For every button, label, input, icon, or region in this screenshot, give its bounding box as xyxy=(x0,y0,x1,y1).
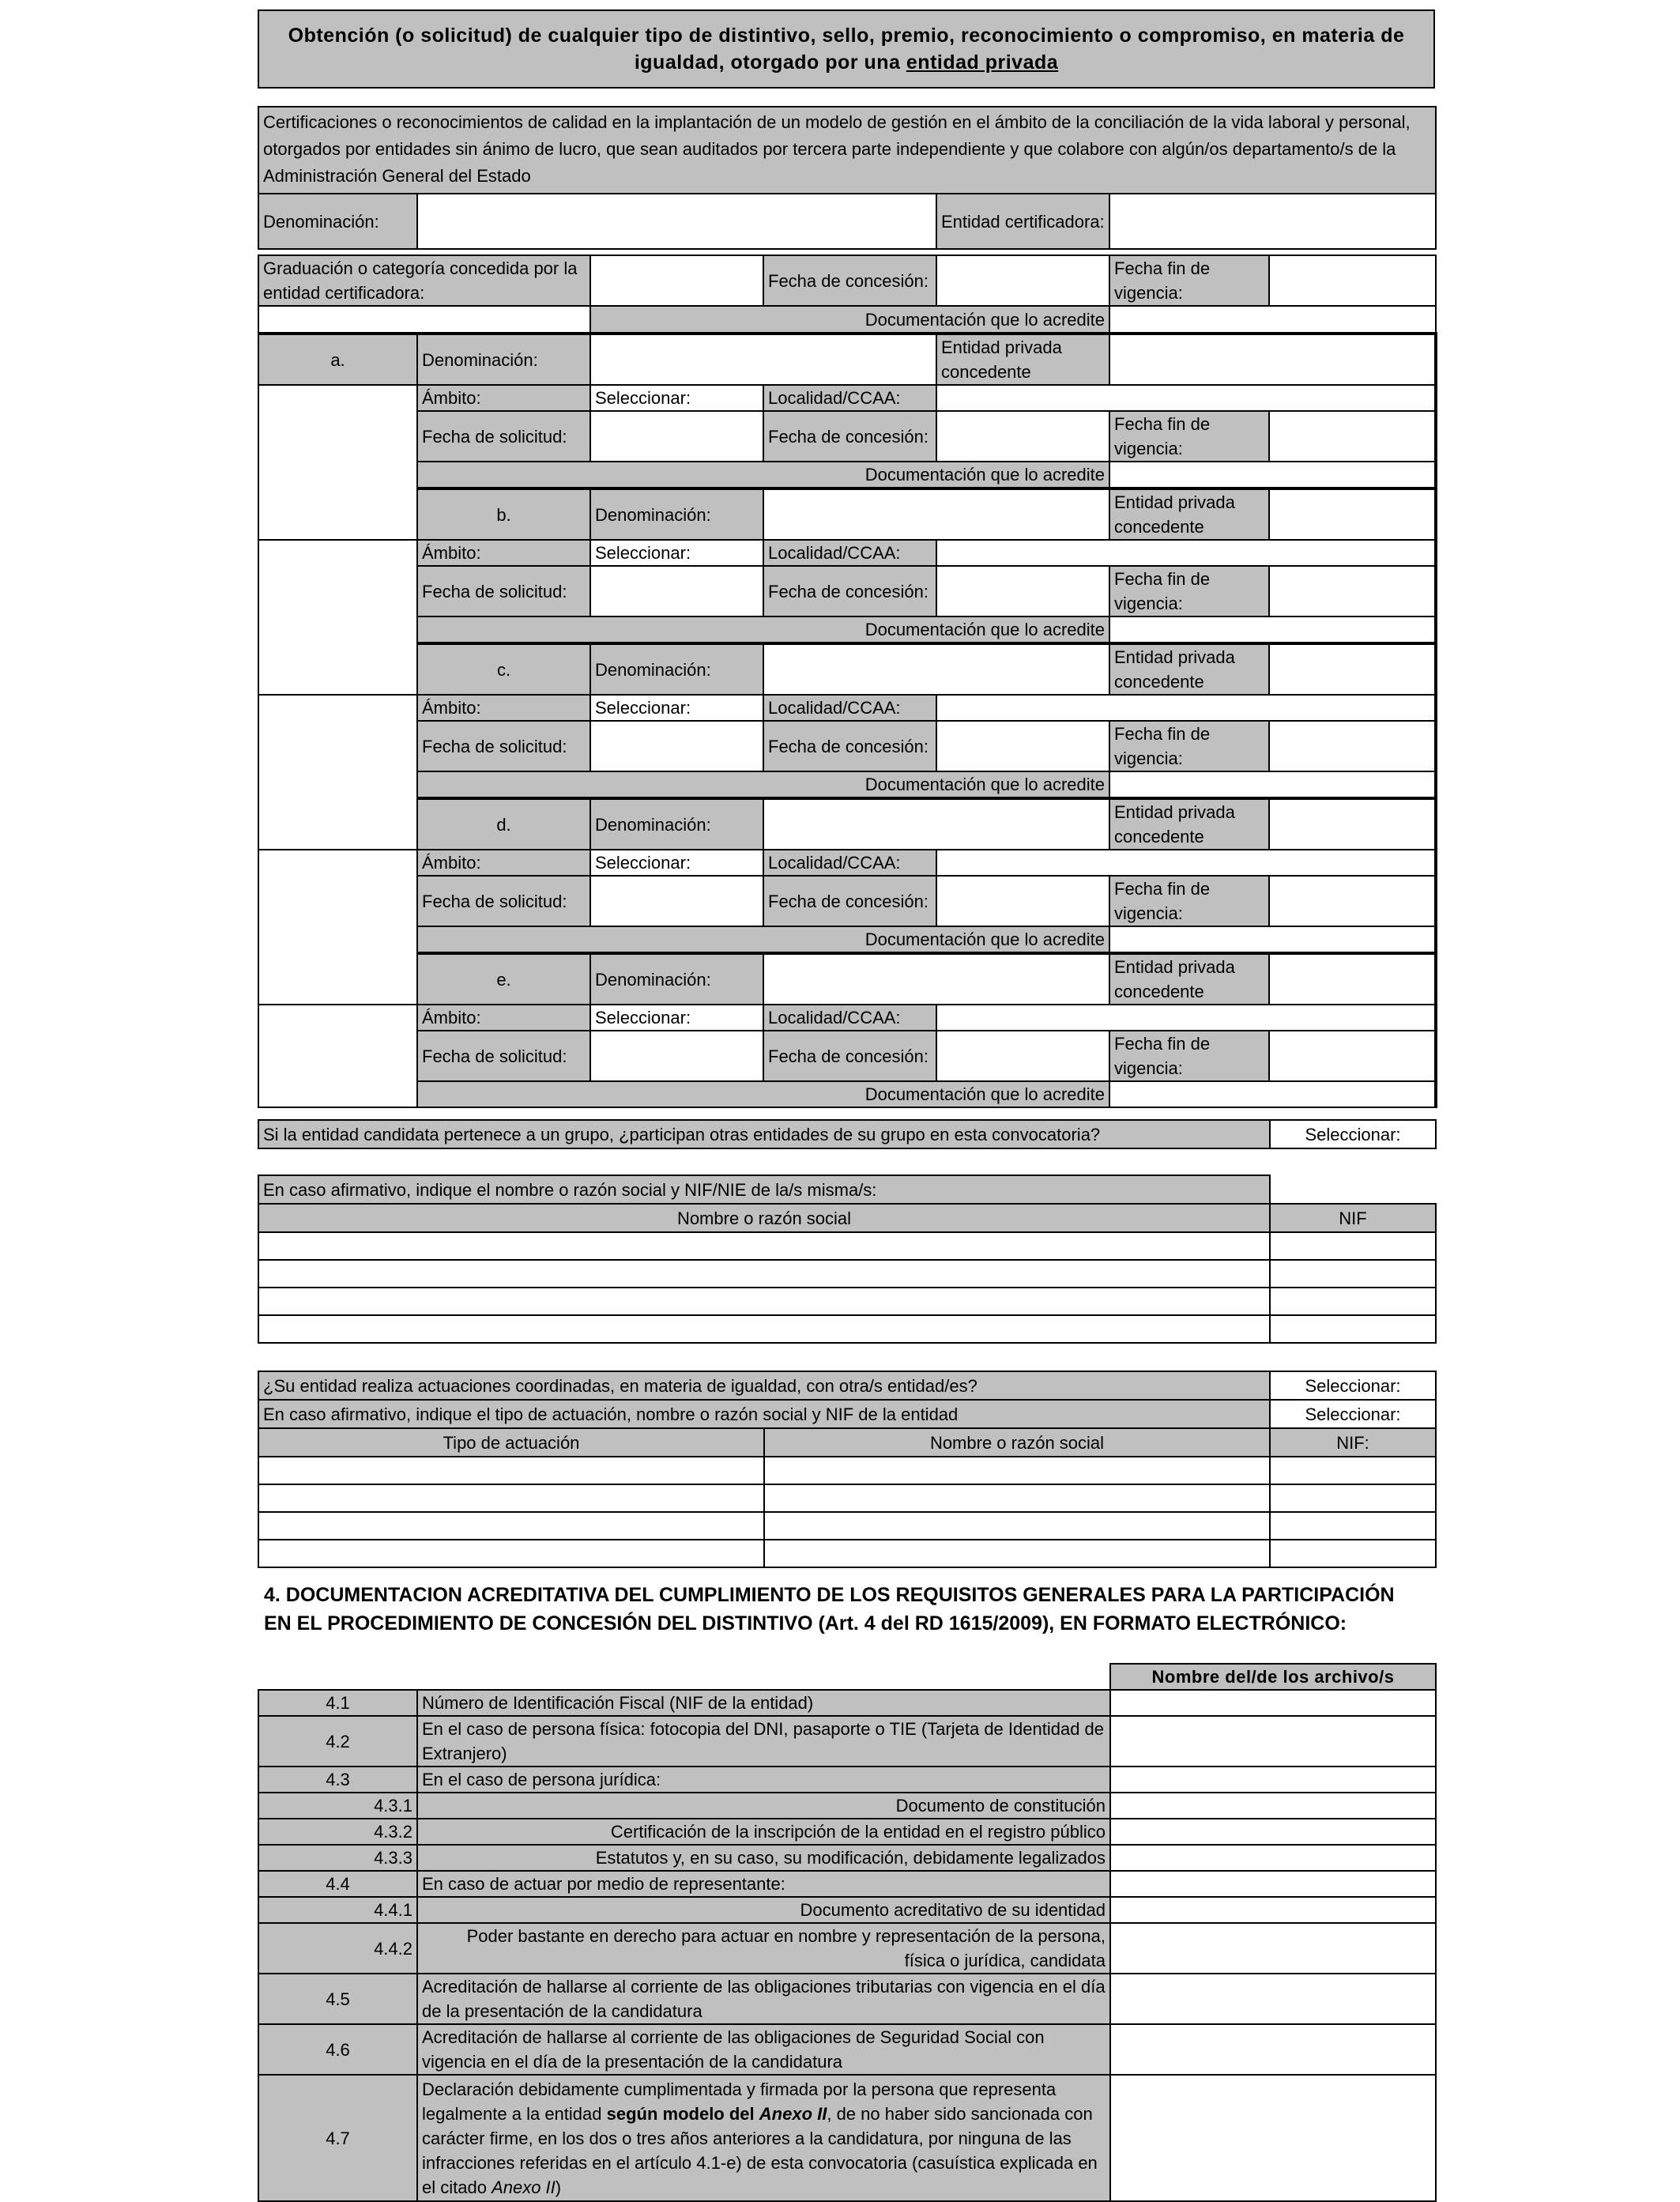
group-nif-cell[interactable] xyxy=(1270,1315,1436,1343)
group-nombre-cell[interactable] xyxy=(258,1315,1270,1343)
entry-entidad-privada-field[interactable] xyxy=(1109,334,1436,385)
entry-fecha-fin-label: Fecha fin de vigencia: xyxy=(1114,569,1211,613)
group-block xyxy=(258,1119,1435,1149)
entry-fecha-concesion-field[interactable] xyxy=(936,1031,1109,1081)
section4-file-field[interactable] xyxy=(1110,1793,1436,1819)
entry-entidad-privada-label: Entidad privada concedente xyxy=(1114,802,1235,846)
entry-fecha-concesion-label: Fecha de concesión: xyxy=(768,891,929,911)
section4-item-number: 4.4 xyxy=(326,1874,350,1894)
entry-fecha-fin-field[interactable] xyxy=(1269,566,1436,616)
entry-fecha-concesion-field[interactable] xyxy=(936,721,1109,771)
coord-nif-cell[interactable] xyxy=(1270,1512,1436,1540)
section4-item-text: Acreditación de hallarse al corriente de las obligaciones de Seguridad Social con vigencia en el día de la presentación de la candidatura xyxy=(422,2027,1045,2072)
entry-letter: e. xyxy=(496,969,511,990)
certification-block xyxy=(258,106,1435,250)
coord-nif-cell[interactable] xyxy=(1270,1457,1436,1484)
entry-fecha-concesion-field[interactable] xyxy=(936,876,1109,926)
section4-file-field[interactable] xyxy=(1110,1716,1436,1767)
section4-item-text: En el caso de persona jurídica: xyxy=(422,1770,661,1789)
documentacion-label: Documentación que lo acredite xyxy=(864,309,1105,330)
item-text-c: Anexo II xyxy=(759,2104,827,2124)
entry-fecha-solicitud-field[interactable] xyxy=(590,566,763,616)
entry-fecha-concesion-field[interactable] xyxy=(936,411,1109,462)
entry-letter: c. xyxy=(496,659,511,680)
entry-fecha-fin-field[interactable] xyxy=(1269,721,1436,771)
entry-denominacion-field[interactable] xyxy=(590,334,936,385)
entry-documentacion-field[interactable] xyxy=(1109,462,1436,488)
denominacion-field[interactable] xyxy=(417,194,936,249)
entry-denominacion-field[interactable] xyxy=(763,488,1109,540)
entries-block xyxy=(258,332,1435,1108)
section4-item-text: Acreditación de hallarse al corriente de las obligaciones tributarias con vigencia en el día de la presentación de la candidatura xyxy=(422,1977,1106,2021)
section4-file-field[interactable] xyxy=(1110,1845,1436,1871)
entry-fecha-concesion-label: Fecha de concesión: xyxy=(768,581,929,601)
item-text-a: Declaración debidamente cumplimentada y firmada por la persona que representa legalmente a la entidad xyxy=(422,2079,1057,2124)
entry-documentacion-label: Documentación que lo acredite xyxy=(864,929,1105,949)
entry-fecha-fin-field[interactable] xyxy=(1269,1031,1436,1081)
entry-fecha-fin-label: Fecha fin de vigencia: xyxy=(1114,724,1211,768)
entry-localidad-field[interactable] xyxy=(936,540,1436,566)
group-col-nombre: Nombre o razón social xyxy=(676,1208,852,1228)
section4-file-field[interactable] xyxy=(1110,1767,1436,1793)
section4-file-field[interactable] xyxy=(1110,1690,1436,1716)
group-nombre-cell[interactable] xyxy=(258,1288,1270,1315)
coord-nombre-cell[interactable] xyxy=(764,1512,1270,1540)
entry-ambito-label: Ámbito: xyxy=(422,543,481,563)
entry-entidad-privada-label: Entidad privada concedente xyxy=(1114,957,1235,1001)
coordinated-block xyxy=(258,1371,1435,1568)
section4-item-text xyxy=(418,2076,1109,2200)
entry-fecha-solicitud-field[interactable] xyxy=(590,411,763,462)
group-nif-cell[interactable] xyxy=(1270,1288,1436,1315)
entry-fecha-fin-field[interactable] xyxy=(1269,876,1436,926)
section4-item-number: 4.2 xyxy=(326,1731,350,1751)
section4-item-number: 4.4.1 xyxy=(374,1900,412,1920)
entry-fecha-concesion-label: Fecha de concesión: xyxy=(768,736,929,756)
entry-fecha-concesion-field[interactable] xyxy=(936,566,1109,616)
section4-item-text: Número de Identificación Fiscal (NIF de la entidad) xyxy=(422,1693,814,1713)
entry-entidad-privada-label: Entidad privada concedente xyxy=(941,337,1062,382)
entry-ambito-select[interactable]: Seleccionar: xyxy=(595,388,691,408)
entry-localidad-field[interactable] xyxy=(936,385,1436,411)
entry-fecha-fin-label: Fecha fin de vigencia: xyxy=(1114,879,1211,923)
section4-block xyxy=(258,1663,1435,2202)
entry-ambito-select[interactable]: Seleccionar: xyxy=(595,853,691,873)
group-members-block xyxy=(258,1175,1435,1344)
entry-denominacion-label: Denominación: xyxy=(595,659,711,680)
entry-ambito-label: Ámbito: xyxy=(422,698,481,718)
entry-fecha-concesion-label: Fecha de concesión: xyxy=(768,426,929,447)
entry-localidad-field[interactable] xyxy=(936,850,1436,876)
entry-localidad-label: Localidad/CCAA: xyxy=(768,1008,901,1027)
coordinated-select-1[interactable]: Seleccionar: xyxy=(1305,1375,1401,1396)
coordinated-affirmative: En caso afirmativo, indique el tipo de actuación, nombre o razón social y NIF de la entidad xyxy=(263,1404,959,1424)
coordinated-question: ¿Su entidad realiza actuaciones coordinadas, en materia de igualdad, con otra/s entidad/es? xyxy=(263,1375,977,1396)
section4-item-number: 4.3.2 xyxy=(374,1822,412,1842)
coord-tipo-cell[interactable] xyxy=(258,1512,764,1540)
entry-fecha-solicitud-label: Fecha de solicitud: xyxy=(422,736,567,756)
section4-item-number: 4.3.1 xyxy=(374,1796,412,1816)
entry-letter: b. xyxy=(496,504,511,525)
entry-fecha-solicitud-label: Fecha de solicitud: xyxy=(422,581,567,601)
entry-entidad-privada-field[interactable] xyxy=(1269,643,1436,695)
section4-file-field[interactable] xyxy=(1110,1897,1436,1923)
fecha-concesion-label: Fecha de concesión: xyxy=(768,270,929,291)
section4-item-text: Poder bastante en derecho para actuar en nombre y representación de la persona, física o jurídica, candidata xyxy=(466,1926,1106,1970)
entry-denominacion-label: Denominación: xyxy=(422,349,538,370)
entry-ambito-select[interactable]: Seleccionar: xyxy=(595,543,691,563)
documentacion-field[interactable] xyxy=(1109,306,1436,333)
section4-item-number: 4.7 xyxy=(326,2128,350,2148)
item-text-f: ) xyxy=(555,2177,562,2197)
entry-denominacion-label: Denominación: xyxy=(595,969,711,990)
entry-fecha-solicitud-label: Fecha de solicitud: xyxy=(422,1046,567,1066)
coordinated-col-nif: NIF: xyxy=(1336,1432,1369,1453)
entry-letter: a. xyxy=(330,349,345,370)
section4-item-number: 4.1 xyxy=(326,1693,350,1713)
entidad-certificadora-label: Entidad certificadora: xyxy=(941,211,1105,232)
fecha-concesion-field[interactable] xyxy=(936,255,1109,306)
group-nombre-cell[interactable] xyxy=(258,1260,1270,1288)
entry-ambito-select[interactable]: Seleccionar: xyxy=(595,1008,691,1027)
section4-item-number: 4.3 xyxy=(326,1770,350,1789)
coord-tipo-cell[interactable] xyxy=(258,1540,764,1567)
entry-documentacion-field[interactable] xyxy=(1109,926,1436,953)
section4-item-number: 4.6 xyxy=(326,2039,350,2060)
entry-fecha-fin-label: Fecha fin de vigencia: xyxy=(1114,414,1211,458)
item-text-e: Anexo II xyxy=(492,2177,556,2197)
certification-description: Certificaciones o reconocimientos de calidad en la implantación de un modelo de gestión en el ámbito de la conciliación de la vida laboral y personal, otorgados por entidades sin ánimo de lucro, que sean auditados por tercera parte independiente y que colabore con algún/os departamento/s de la Administración General del Estado xyxy=(263,112,1411,186)
entry-documentacion-label: Documentación que lo acredite xyxy=(864,775,1105,794)
entry-localidad-label: Localidad/CCAA: xyxy=(768,698,901,718)
entry-denominacion-field[interactable] xyxy=(763,798,1109,850)
item-text-b: según modelo del xyxy=(606,2104,759,2124)
fecha-fin-label: Fecha fin de vigencia: xyxy=(1114,258,1211,303)
group-nif-cell[interactable] xyxy=(1270,1260,1436,1288)
graduacion-label: Graduación o categoría concedida por la entidad certificadora: xyxy=(263,258,578,303)
section4-file-field[interactable] xyxy=(1110,1974,1436,2024)
title-underlined: entidad privada xyxy=(906,51,1059,74)
entry-ambito-label: Ámbito: xyxy=(422,388,481,408)
section4-item-number: 4.5 xyxy=(326,1989,350,2009)
entry-fecha-solicitud-label: Fecha de solicitud: xyxy=(422,426,567,447)
entry-documentacion-field[interactable] xyxy=(1109,1081,1436,1107)
section4-file-field[interactable] xyxy=(1110,1923,1436,1974)
coord-nif-cell[interactable] xyxy=(1270,1540,1436,1567)
denominacion-label: Denominación: xyxy=(263,211,379,232)
entry-denominacion-field[interactable] xyxy=(763,953,1109,1005)
entry-fecha-solicitud-label: Fecha de solicitud: xyxy=(422,891,567,911)
title-line1: Obtención (o solicitud) de cualquier tipo de distintivo, sello, premio, reconocimiento o compromiso, en materia de xyxy=(288,25,1405,47)
group-affirmative: En caso afirmativo, indique el nombre o razón social y NIF/NIE de la/s misma/s: xyxy=(263,1179,877,1200)
entry-ambito-select[interactable]: Seleccionar: xyxy=(595,698,691,718)
entidad-certificadora-field[interactable] xyxy=(1109,194,1436,249)
entry-denominacion-label: Denominación: xyxy=(595,504,711,525)
entry-documentacion-field[interactable] xyxy=(1109,771,1436,798)
section4-file-field[interactable] xyxy=(1110,2024,1436,2075)
group-question: Si la entidad candidata pertenece a un grupo, ¿participan otras entidades de su grupo en esta convocatoria? xyxy=(263,1124,1101,1144)
entry-documentacion-label: Documentación que lo acredite xyxy=(864,620,1105,639)
entry-documentacion-label: Documentación que lo acredite xyxy=(864,465,1105,485)
coord-nombre-cell[interactable] xyxy=(764,1484,1270,1512)
entry-localidad-field[interactable] xyxy=(936,1005,1436,1031)
section4-item-text: Documento de constitución xyxy=(895,1796,1106,1816)
entry-entidad-privada-label: Entidad privada concedente xyxy=(1114,492,1235,537)
group-col-nif: NIF xyxy=(1339,1208,1367,1228)
entry-denominacion-label: Denominación: xyxy=(595,814,711,835)
coord-tipo-cell[interactable] xyxy=(258,1484,764,1512)
section4-heading: 4. DOCUMENTACION ACREDITATIVA DEL CUMPLIMIENTO DE LOS REQUISITOS GENERALES PARA LA PARTICIPACIÓN EN EL PROCEDIMIENTO DE CONCESIÓN DEL DISTINTIVO (Art. 4 del RD 1615/2009), EN FORMATO ELECTRÓNICO: xyxy=(264,1584,1395,1635)
graduacion-block xyxy=(258,255,1435,334)
section4-file-field[interactable] xyxy=(1110,2075,1436,2201)
group-nif-cell[interactable] xyxy=(1270,1232,1436,1260)
entry-letter: d. xyxy=(496,814,511,835)
entry-localidad-label: Localidad/CCAA: xyxy=(768,853,901,873)
entry-entidad-privada-field[interactable] xyxy=(1269,488,1436,540)
item-text-d: , de no haber sido sancionada con carácter firme, en los dos o tres años anteriores a la candidatura, por ninguna de las infracciones referidas en el artículo 4.1-e) de esta convocatoria (casuística explicada en el citado xyxy=(422,2104,1098,2197)
section4-item-number: 4.3.3 xyxy=(374,1848,412,1868)
entry-localidad-label: Localidad/CCAA: xyxy=(768,388,901,408)
coordinated-select-2[interactable]: Seleccionar: xyxy=(1305,1404,1401,1424)
entry-documentacion-field[interactable] xyxy=(1109,616,1436,643)
entry-localidad-field[interactable] xyxy=(936,695,1436,721)
group-nombre-cell[interactable] xyxy=(258,1232,1270,1260)
entry-fecha-fin-label: Fecha fin de vigencia: xyxy=(1114,1034,1211,1078)
entry-entidad-privada-field[interactable] xyxy=(1269,798,1436,850)
coord-nombre-cell[interactable] xyxy=(764,1457,1270,1484)
section4-item-text: Certificación de la inscripción de la entidad en el registro público xyxy=(610,1822,1106,1842)
coordinated-col-nombre: Nombre o razón social xyxy=(929,1432,1105,1453)
section4-item-text: Estatutos y, en su caso, su modificación, debidamente legalizados xyxy=(595,1848,1106,1868)
entry-ambito-label: Ámbito: xyxy=(422,853,481,873)
files-header: Nombre del/de los archivo/s xyxy=(1151,1667,1395,1687)
section4-item-text: En el caso de persona física: fotocopia del DNI, pasaporte o TIE (Tarjeta de Identidad de Extranjero) xyxy=(422,1719,1105,1763)
entry-entidad-privada-label: Entidad privada concedente xyxy=(1114,647,1235,692)
title-line2: igualdad, otorgado por una xyxy=(634,51,906,74)
fecha-fin-field[interactable] xyxy=(1269,255,1436,306)
entry-fecha-solicitud-field[interactable] xyxy=(590,876,763,926)
graduacion-field[interactable] xyxy=(590,255,763,306)
coord-tipo-cell[interactable] xyxy=(258,1457,764,1484)
section4-item-text: En caso de actuar por medio de representante: xyxy=(422,1874,785,1894)
entry-fecha-fin-field[interactable] xyxy=(1269,411,1436,462)
coord-nombre-cell[interactable] xyxy=(764,1540,1270,1567)
form-title xyxy=(258,9,1435,89)
entry-fecha-concesion-label: Fecha de concesión: xyxy=(768,1046,929,1066)
group-select[interactable]: Seleccionar: xyxy=(1305,1124,1401,1144)
section4-file-field[interactable] xyxy=(1110,1871,1436,1897)
entry-denominacion-field[interactable] xyxy=(763,643,1109,695)
entry-fecha-solicitud-field[interactable] xyxy=(590,721,763,771)
entry-ambito-label: Ámbito: xyxy=(422,1008,481,1027)
coordinated-col-tipo: Tipo de actuación xyxy=(443,1432,580,1453)
entry-fecha-solicitud-field[interactable] xyxy=(590,1031,763,1081)
entry-localidad-label: Localidad/CCAA: xyxy=(768,543,901,563)
section4-item-text: Documento acreditativo de su identidad xyxy=(800,1900,1106,1920)
section4-item-number: 4.4.2 xyxy=(374,1938,412,1959)
entry-entidad-privada-field[interactable] xyxy=(1269,953,1436,1005)
section4-file-field[interactable] xyxy=(1110,1819,1436,1845)
coord-nif-cell[interactable] xyxy=(1270,1484,1436,1512)
entry-documentacion-label: Documentación que lo acredite xyxy=(864,1084,1105,1104)
